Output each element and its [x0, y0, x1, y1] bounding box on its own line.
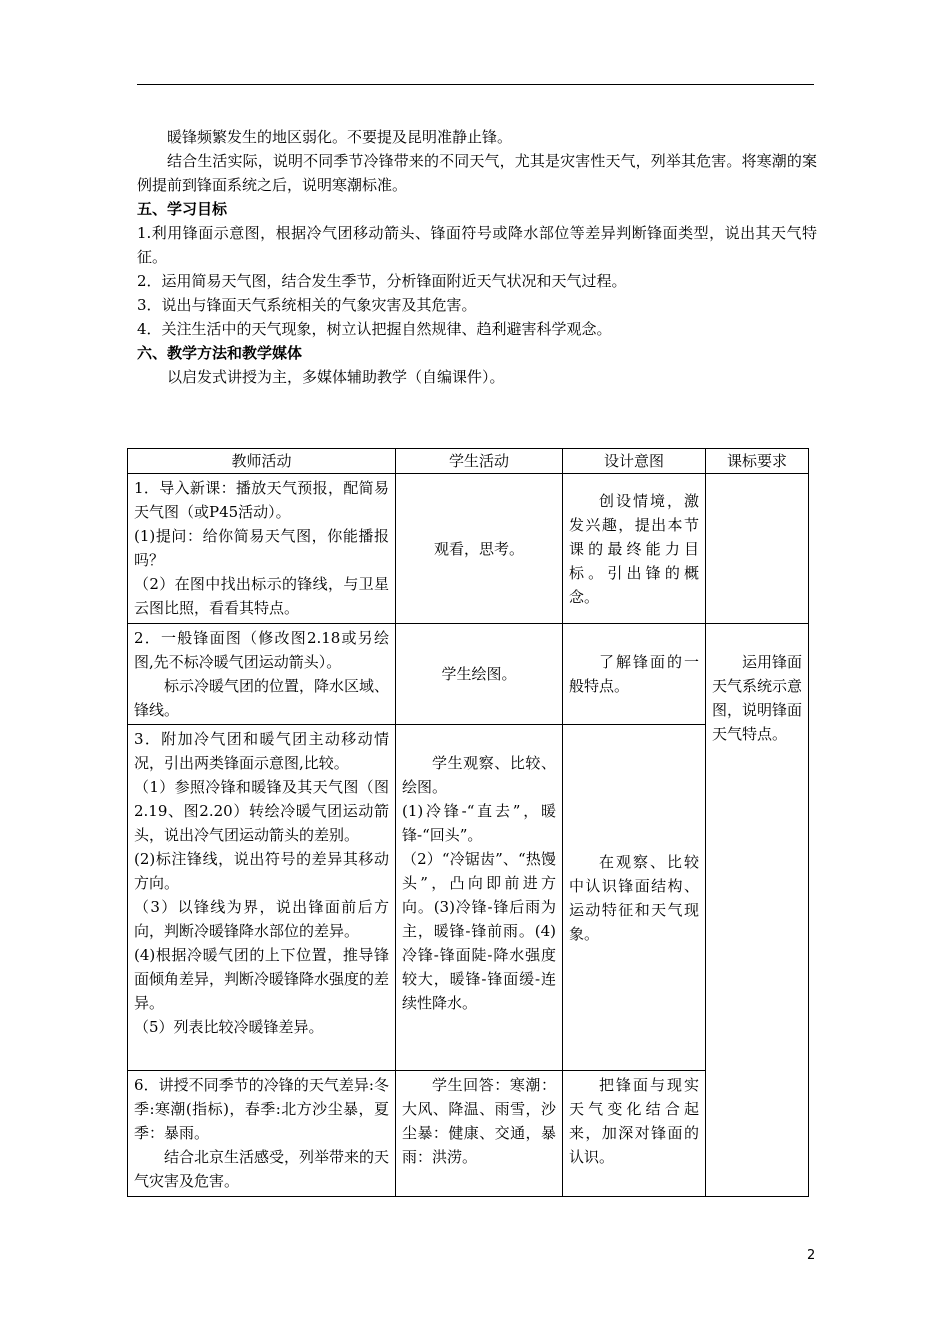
teacher-line: （3）以锋线为界，说出锋面前后方向，判断冷暖锋降水部位的差异。 — [134, 898, 389, 940]
intro-line-1: 暖锋频繁发生的地区弱化。不要提及昆明准静止锋。 — [167, 128, 513, 146]
teacher-line: 3．附加冷气团和暖气团主动移动情况，引出两类锋面示意图,比较。 — [134, 730, 389, 772]
design-cell — [563, 474, 706, 624]
teacher-line: （1）参照冷锋和暖锋及其天气图（图2.19、图2.20）转绘冷暖气团运动箭头，说出冷气团运动箭头的差别。 — [134, 778, 389, 844]
section5-heading: 五、学习目标 — [137, 200, 228, 218]
intro-text — [137, 125, 817, 389]
teacher-line: (1)提问：给你简易天气图，你能播报吗？ — [134, 527, 389, 569]
header-design: 设计意图 — [563, 449, 706, 474]
header-teacher: 教师活动 — [128, 449, 396, 474]
student-line: （2）“冷锯齿”、“热馒头”，凸向即前进方向。(3)冷锋-锋后雨为主，暖锋-锋前雨。(4)冷锋-锋面陡-降水强度较大，暖锋-锋面缓-连续性降水。 — [402, 850, 556, 1012]
page-number: 2 — [807, 1248, 816, 1263]
design-text: 了解锋面的一般特点。 — [569, 653, 699, 695]
teacher-line: (4)根据冷暖气团的上下位置，推导锋面倾角差异，判断冷暖锋降水强度的差异。 — [134, 946, 390, 1012]
student-text: 学生回答：寒潮：大风、降温、雨雪，沙尘暴：健康、交通，暴雨：洪涝。 — [402, 1076, 556, 1166]
teacher-cell — [128, 1071, 396, 1197]
design-cell — [563, 624, 706, 725]
table-row — [128, 624, 809, 725]
standard-cell — [706, 624, 809, 1197]
teacher-line: （5）列表比较冷暖锋差异。 — [134, 1018, 324, 1036]
design-text: 创设情境，激发兴趣，提出本节课的最终能力目标。引出锋的概念。 — [569, 491, 699, 606]
teacher-line: 结合北京生活感受，列举带来的天气灾害及危害。 — [134, 1148, 390, 1190]
header-standard: 课标要求 — [706, 449, 809, 474]
teacher-line: 标示冷暖气团的位置，降水区域、锋线。 — [134, 677, 390, 719]
intro-line-2: 结合生活实际，说明不同季节冷锋带来的不同天气，尤其是灾害性天气，列举其危害。将寒潮的案例提前到锋面系统之后，说明寒潮标准。 — [137, 152, 817, 194]
teacher-cell — [128, 725, 396, 1071]
design-text: 在观察、比较中认识锋面结构、运动特征和天气现象。 — [569, 852, 699, 943]
goal-item-3: 3．说出与锋面天气系统相关的气象灾害及其危害。 — [137, 296, 477, 314]
goal-item-4: 4．关注生活中的天气现象，树立认把握自然规律、趋利避害科学观念。 — [137, 320, 612, 338]
teacher-line: 1．导入新课：播放天气预报，配简易天气图（或P45活动）。 — [134, 479, 389, 521]
goal-item-1: 1.利用锋面示意图，根据冷气团移动箭头、锋面符号或降水部位等差异判断锋面类型，说出其天气特征。 — [137, 224, 817, 266]
standard-cell-empty — [706, 474, 809, 624]
design-cell — [563, 725, 706, 1071]
lesson-table — [127, 448, 809, 1197]
header-student: 学生活动 — [396, 449, 563, 474]
section6-text: 以启发式讲授为主，多媒体辅助教学（自编课件）。 — [167, 368, 505, 386]
student-cell: 学生绘图。 — [396, 624, 563, 725]
student-cell: 观看，思考。 — [396, 474, 563, 624]
student-line: 学生观察、比较、绘图。 — [402, 754, 556, 796]
table-row — [128, 474, 809, 624]
student-cell — [396, 725, 563, 1071]
teacher-line: （2）在图中找出标示的锋线，与卫星云图比照，看看其特点。 — [134, 575, 389, 617]
teacher-cell — [128, 474, 396, 624]
design-text: 把锋面与现实天气变化结合起来，加深对锋面的认识。 — [569, 1076, 699, 1166]
header-rule — [137, 84, 814, 85]
goal-item-2: 2．运用简易天气图，结合发生季节，分析锋面附近天气状况和天气过程。 — [137, 272, 627, 290]
teacher-line: 2．一般锋面图（修改图2.18或另绘图,先不标冷暖气团运动箭头）。 — [134, 629, 389, 671]
design-cell — [563, 1071, 706, 1197]
teacher-line: (2)标注锋线，说出符号的差异其移动方向。 — [134, 850, 389, 892]
section6-heading: 六、教学方法和教学媒体 — [137, 344, 303, 362]
table-header-row — [128, 449, 809, 474]
student-cell — [396, 1071, 563, 1197]
teacher-line: 6．讲授不同季节的冷锋的天气差异:冬季:寒潮(指标)，春季:北方沙尘暴，夏季：暴雨。 — [134, 1076, 389, 1142]
student-line: (1)冷锋-“直去”，暖锋-“回头”。 — [402, 802, 556, 844]
teacher-cell — [128, 624, 396, 725]
standard-text: 运用锋面天气系统示意图，说明锋面天气特点。 — [712, 653, 803, 743]
